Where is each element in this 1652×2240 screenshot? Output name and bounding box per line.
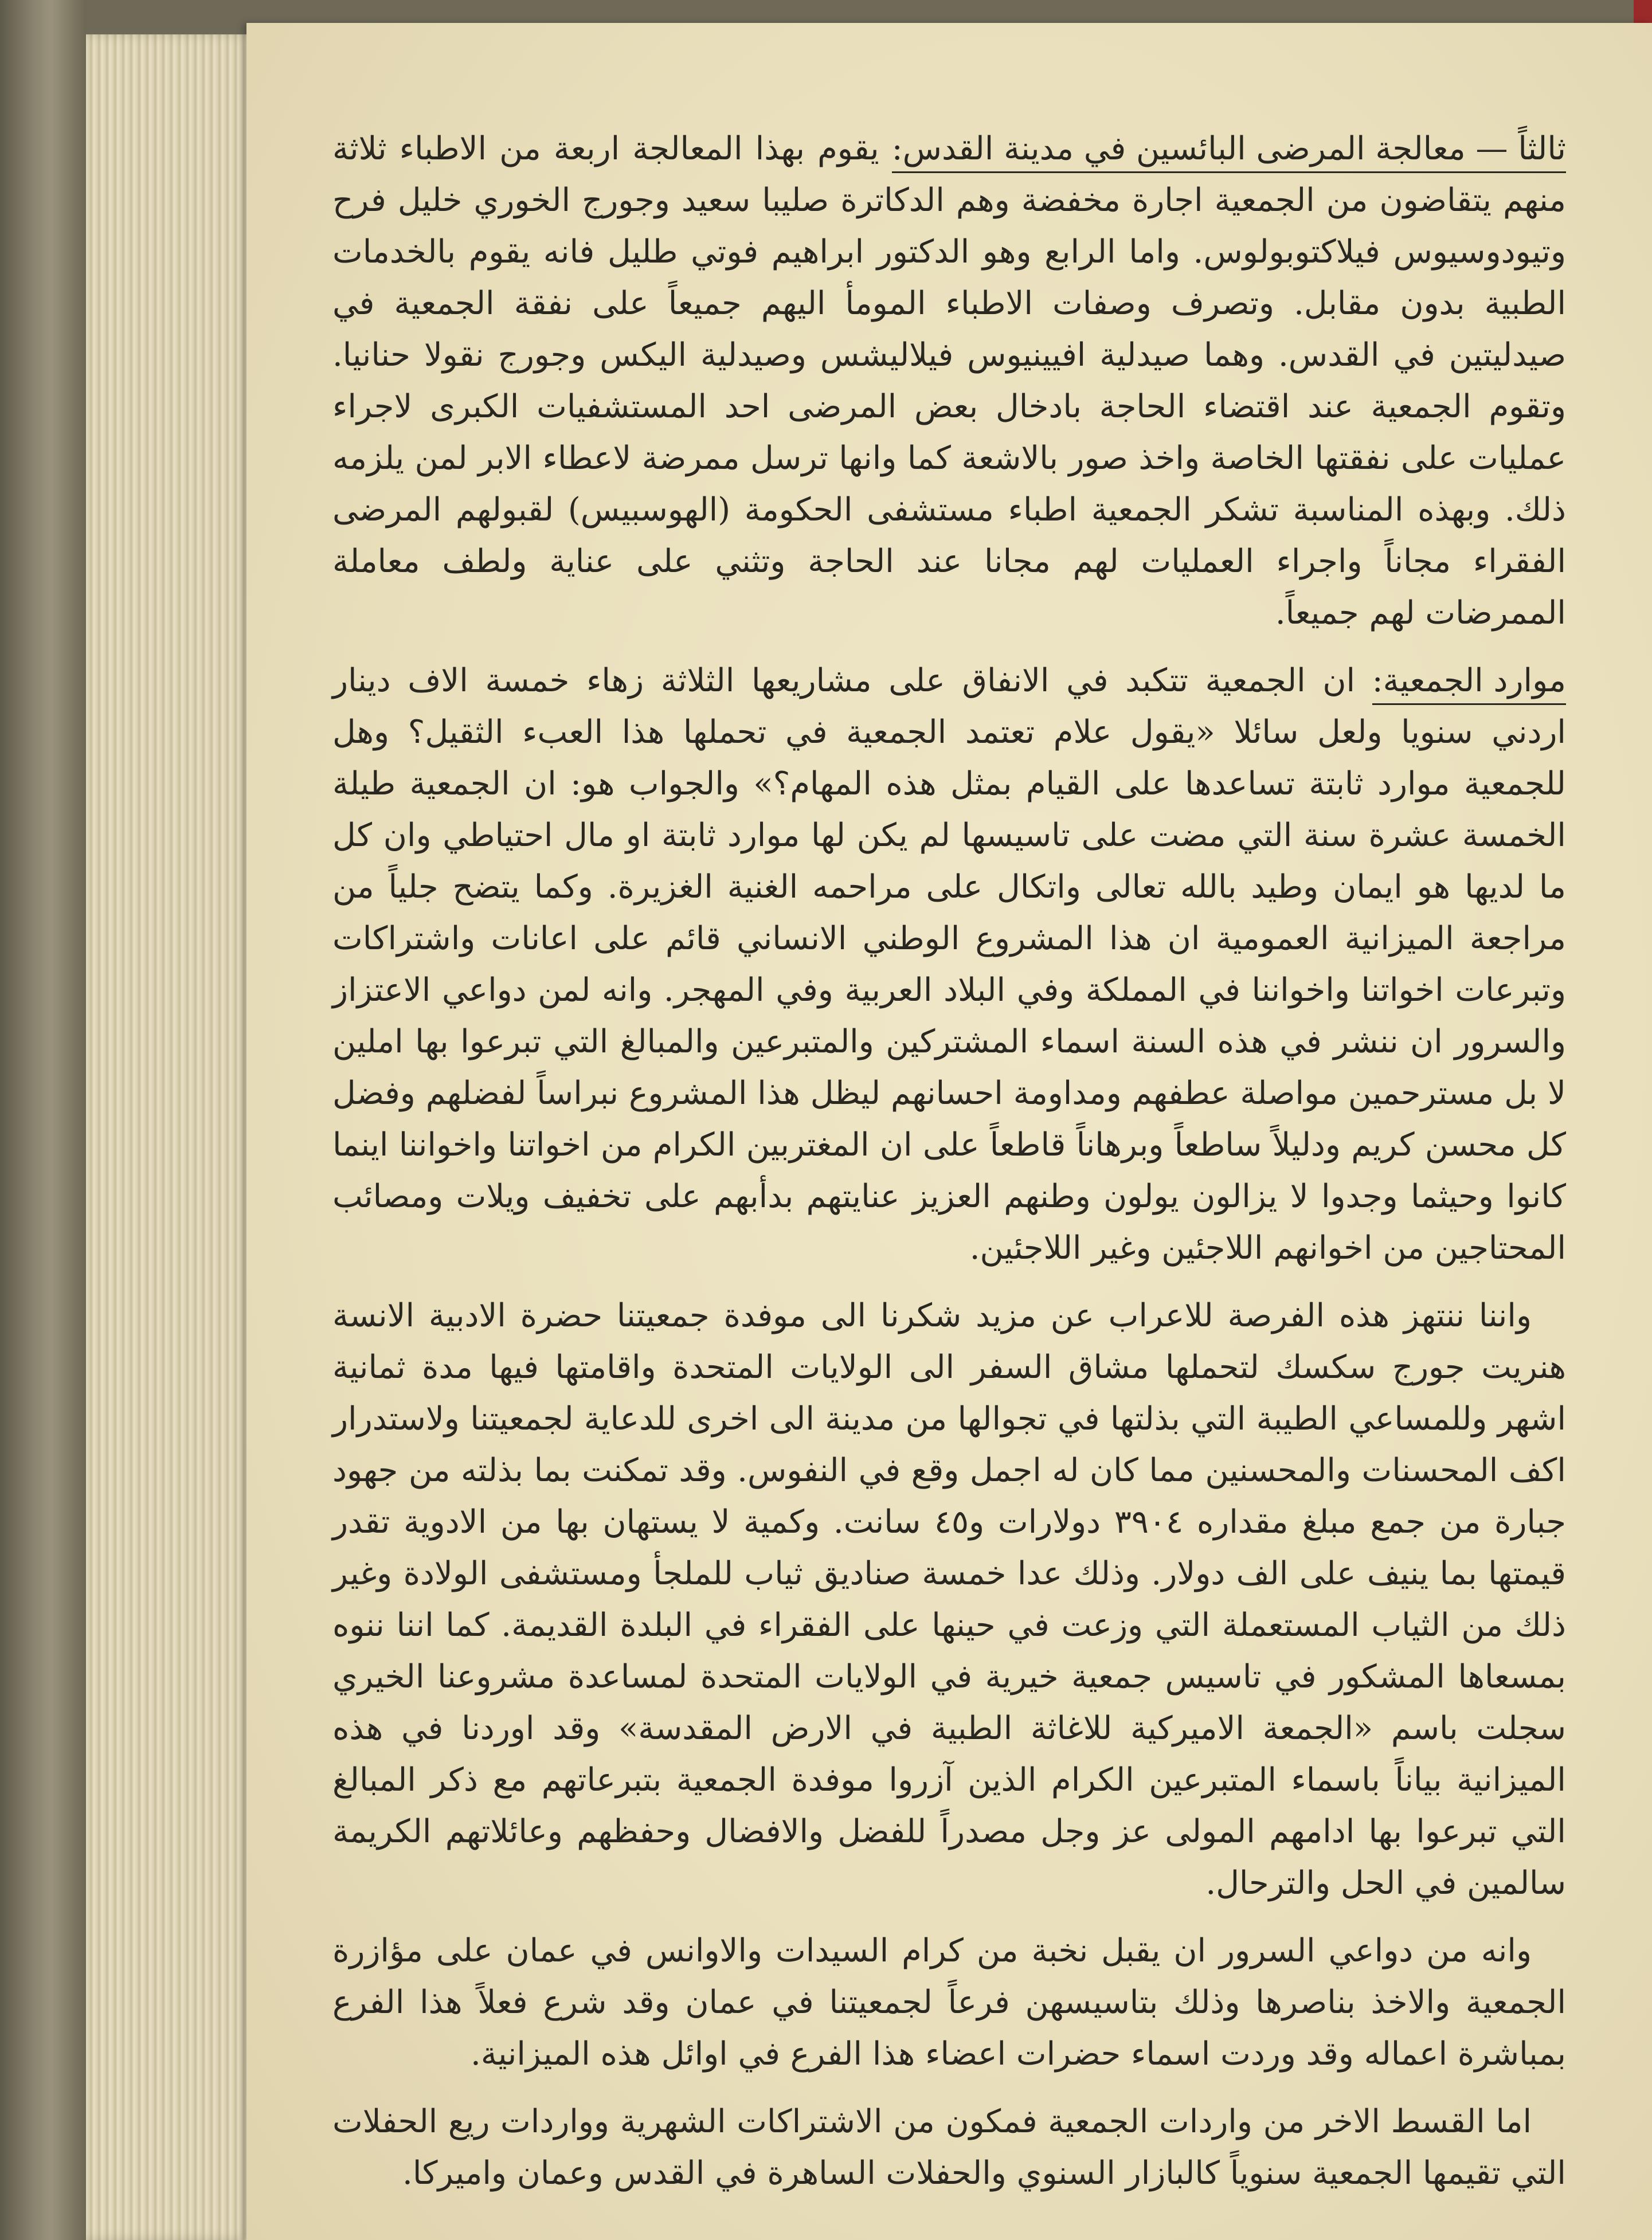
resources-heading: موارد الجمعية: [1372, 659, 1566, 705]
thanks-paragraph: واننا ننتهز هذه الفرصة للاعراب عن مزيد شكرنا الى موفدة جمعيتنا حضرة الادبية الانسة هنريت جورج سكسك لتحملها مشاق السفر الى الولايات المتحدة واقامتها فيها مدة ثمانية اشهر وللمساعي الطيبة التي بذلتها في تجوالها من مدينة الى اخرى للدعاية لجمعيتنا ولاستدرار اكف المحسنات والمحسنين مما كان له اجمل وقع في النفوس. وقد تمكنت بما بذلته من جهود جبارة من جمع مبلغ مقداره ٣٩٠٤ دولارات و٤٥ سانت. وكمية لا يستهان بها من الادوية تقدر قيمتها بما ينيف على الف دولار. وذلك عدا خمسة صناديق ثياب للملجأ ومستشفى الولادة وغير ذلك من الثياب المستعملة التي وزعت في حينها على الفقراء في البلدة القديمة. كما اننا ننوه بمسعاها المشكور في تاسيس جمعية خيرية في الولايات المتحدة لمساعدة مشروعنا الخيري سجلت باسم «الجمعة الاميركية للاغاثة الطبية في الارض المقدسة» وقد اوردنا في هذه الميزانية بياناً باسماء المتبرعين الكرام الذين آزروا موفدة الجمعية بتبرعاتهم مع ذكر المبالغ التي تبرعوا بها ادامهم المولى عز وجل مصدراً للفضل والافضال وحفظهم وعائلاتهم الكريمة سالمين في الحل والترحال. [332, 1297, 1566, 1902]
book-spine [0, 0, 86, 2240]
resources-body: ان الجمعية تتكبد في الانفاق على مشاريعها الثلاثة زهاء خمسة الاف دينار اردني سنويا ولعل سائلا «يقول علام تعتمد الجمعية في تحملها هذا العبء الثقيل؟ وهل للجمعية موارد ثابتة تساعدها على القيام بمثل هذه المهام؟» والجواب هو: ان الجمعية طيلة الخمسة عشرة سنة التي مضت على تاسيسها لم يكن لها موارد ثابتة او مال احتياطي وان كل ما لديها هو ايمان وطيد بالله تعالى واتكال على مراحمه الغنية الغزيرة. وكما يتضح جلياً من مراجعة الميزانية العمومية ان هذا المشروع الوطني الانساني قائم على اعانات واشتراكات وتبرعات اخواتنا واخواننا في المملكة وفي البلاد العربية وفي المهجر. وانه لمن دواعي الاعتزاز والسرور ان ننشر في هذه السنة اسماء المشتركين والمتبرعين والمبالغ التي تبرعوا بها املين لا بل مسترحمين مواصلة عطفهم ومداومة احسانهم ليظل هذا المشروع نبراساً لفضلهم وفضل كل محسن كريم ودليلاً ساطعاً وبرهاناً قاطعاً على ان المغتربين الكرام من اخواتنا واخواننا اينما كانوا وحيثما وجدوا لا يزالون يولون وطنهم العزيز عنايتهم بدأبهم على تخفيف ويلات ومصائب المحتاجين من اخوانهم اللاجئين وغير اللاجئين. [332, 662, 1566, 1267]
section-three-paragraph [332, 123, 1566, 639]
page-text [332, 123, 1566, 2199]
amman-branch-paragraph: وانه من دواعي السرور ان يقبل نخبة من كرام السيدات والاوانس في عمان على مؤازرة الجمعية والاخذ بناصرها وذلك بتاسيسهن فرعاً لجمعيتنا في عمان وقد شرع فعلاً هذا الفرع بمباشرة اعماله وقد وردت اسماء حضرات اعضاء هذا الفرع في اوائل هذه الميزانية. [332, 1932, 1566, 2073]
section-three-body: يقوم بهذا المعالجة اربعة من الاطباء ثلاثة منهم يتقاضون من الجمعية اجارة مخفضة وهم الدكاترة صليبا سعيد وجورج الخوري خليل فرح وتيودوسيوس فيلاكتوبولوس. واما الرابع وهو الدكتور ابراهيم فوتي طليل فانه يقوم بالخدمات الطبية بدون مقابل. وتصرف وصفات الاطباء المومأ اليهم جميعاً على نفقة الجمعية في صيدليتين في القدس. وهما صيدلية افيينيوس فيلاليشس وصيدلية اليكس وجورج نقولا حنانيا. وتقوم الجمعية عند اقتضاء الحاجة بادخال بعض المرضى احد المستشفيات الكبرى لاجراء عمليات على نفقتها الخاصة واخذ صور بالاشعة كما وانها ترسل ممرضة لاعطاء الابر لمن يلزمه ذلك. وبهذه المناسبة تشكر الجمعية اطباء مستشفى الحكومة (الهوسبيس) لقبولهم المرضى الفقراء مجاناً واجراء العمليات لهم مجانا عند الحاجة وتثني على عناية ولطف معاملة الممرضات لهم جميعاً. [332, 130, 1566, 632]
section-three-heading: ثالثاً — معالجة المرضى البائسين في مدينة القدس: [892, 127, 1566, 173]
resources-paragraph [332, 655, 1566, 1274]
book-page [246, 23, 1652, 2240]
page-edges [86, 34, 258, 2240]
revenue-paragraph: اما القسط الاخر من واردات الجمعية فمكون من الاشتراكات الشهرية وواردات ريع الحفلات التي تقيمها الجمعية سنوياً كالبازار السنوي والحفلات الساهرة في القدس وعمان واميركا. [332, 2103, 1566, 2192]
